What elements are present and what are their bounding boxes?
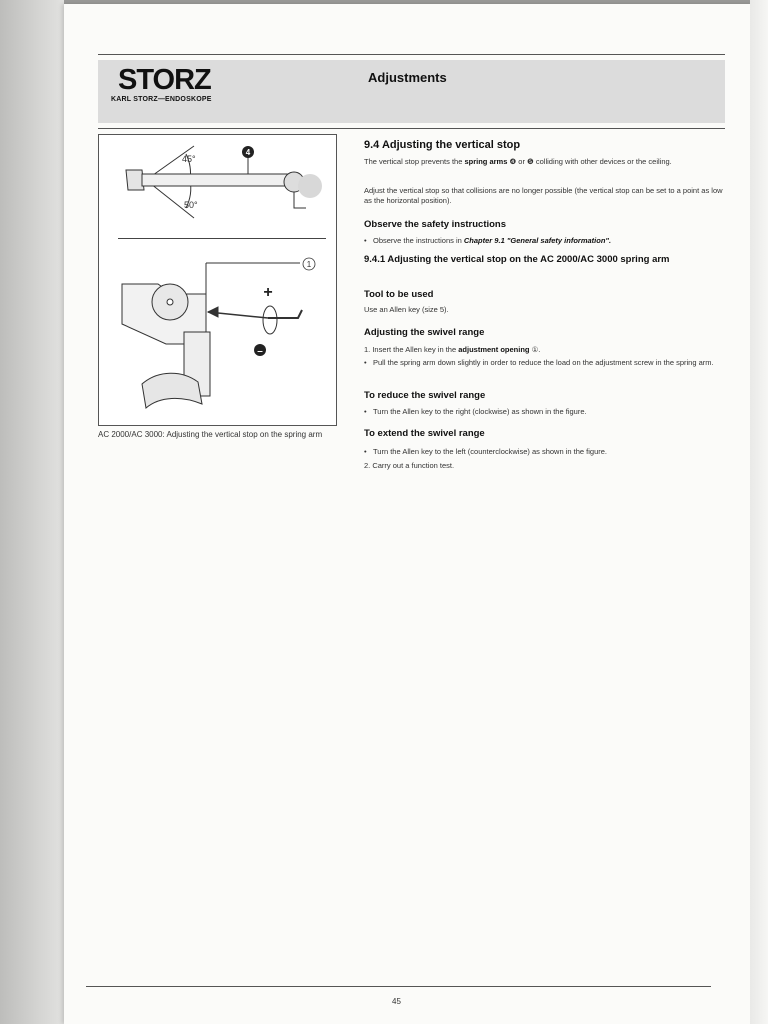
step-2: 2. Carry out a function test. <box>364 461 455 470</box>
figure-illustration <box>98 134 336 426</box>
reduce-text: • Turn the Allen key to the right (clockwise) as shown in the figure. <box>373 407 724 417</box>
figure-caption: AC 2000/AC 3000: Adjusting the vertical stop on the spring arm <box>98 430 323 439</box>
angle-50-label: 50° <box>184 200 198 210</box>
callout-4-number: 4 <box>245 148 251 157</box>
section-title: Adjustments <box>368 70 447 85</box>
safety-chapter-link[interactable]: Chapter 9.1 "General safety information". <box>463 236 612 245</box>
paragraph-adjust: Adjust the vertical stop so that collisions are no longer possible (the vertical stop can be set to a point as low as the horizontal position). <box>364 186 723 205</box>
header-rule-bottom <box>98 128 725 129</box>
tool-text: Use an Allen key (size 5). <box>364 305 449 314</box>
step-1 <box>364 345 724 355</box>
extend-bullet <box>364 447 724 457</box>
angle-45-label: 45° <box>182 154 196 164</box>
storz-logo: STORZ <box>118 64 211 96</box>
minus-sign: – <box>257 346 263 357</box>
plus-sign: + <box>263 284 273 301</box>
extend-text: • Turn the Allen key to the left (counterclockwise) as shown in the figure. <box>373 447 724 457</box>
storz-logo-subtitle: KARL STORZ—ENDOSKOPE <box>111 96 212 103</box>
heading-extend: To extend the swivel range <box>364 428 485 439</box>
p1-text-bold: spring arms <box>464 157 508 166</box>
page-number: 45 <box>392 997 401 1006</box>
callout-1-label: 1 <box>306 260 312 269</box>
spring-arm-top-view <box>126 146 322 218</box>
step1-text-bold: adjustment opening <box>458 345 530 354</box>
scan-edge-right <box>750 0 768 1024</box>
step1-text-a: 1. Insert the Allen key in the <box>364 345 459 354</box>
reduce-bullet <box>364 407 724 417</box>
heading-safety: Observe the safety instructions <box>364 219 507 230</box>
heading-reduce: To reduce the swivel range <box>364 390 486 401</box>
p1-text-a: The vertical stop prevents the <box>364 157 465 166</box>
footer-rule <box>86 986 711 987</box>
p1-text-c: ❹ or ❺ colliding with other devices or the ceiling. <box>507 157 672 166</box>
scan-edge-left <box>0 0 64 1024</box>
step1-bullet-text: • Pull the spring arm down slightly in order to reduce the load on the adjustment screw in the spring arm. <box>373 358 724 368</box>
safety-bullet <box>364 236 724 246</box>
heading-9-4: 9.4 Adjusting the vertical stop <box>364 139 521 151</box>
header-rule-top <box>98 54 725 55</box>
step-1-bullet <box>364 358 724 368</box>
paragraph-vertical-stop <box>364 157 724 167</box>
safety-text-a: Observe the instructions in <box>373 236 464 245</box>
swivel-adjustment-view <box>122 263 302 408</box>
step1-text-c: ①. <box>529 345 541 354</box>
heading-swivel: Adjusting the swivel range <box>364 327 485 338</box>
heading-tool: Tool to be used <box>364 289 434 300</box>
heading-9-4-1: 9.4.1 Adjusting the vertical stop on the AC 2000/AC 3000 spring arm <box>364 254 670 265</box>
figure-divider <box>118 238 326 239</box>
